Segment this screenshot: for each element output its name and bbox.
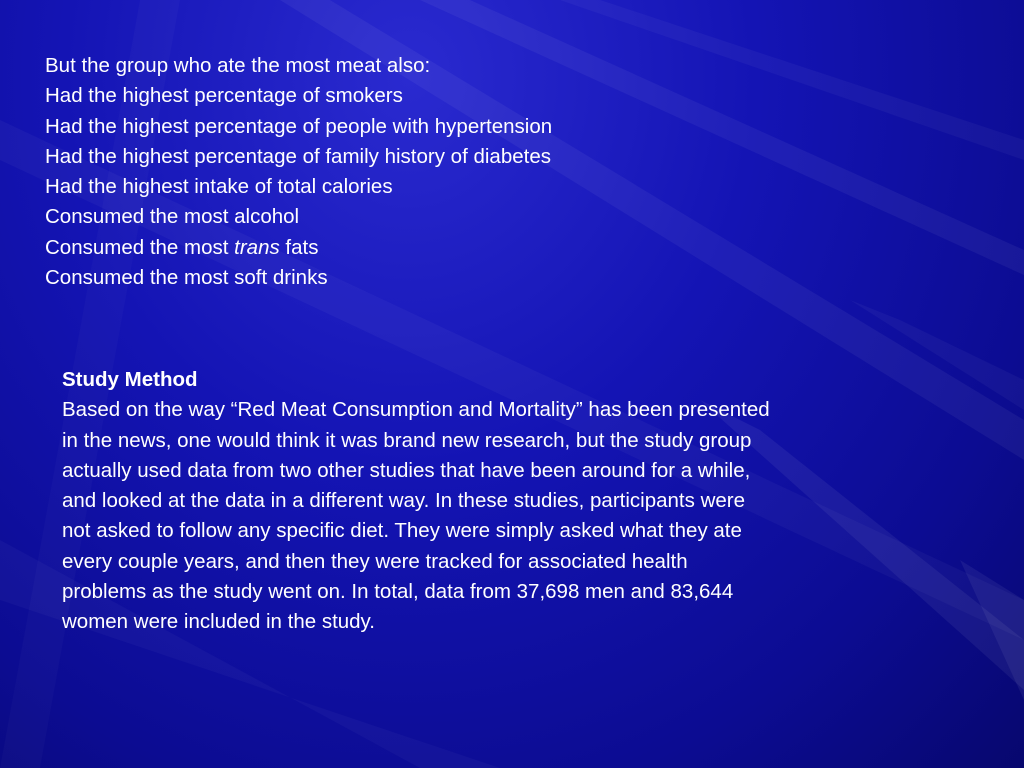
- study-method-line: actually used data from two other studies that have been around for a while,: [62, 458, 751, 482]
- study-method-line: not asked to follow any specific diet. They were simply asked what they ate: [62, 519, 742, 543]
- finding-item: Had the highest percentage of family history of diabetes: [45, 144, 551, 168]
- finding-item: Consumed the most alcohol: [45, 205, 300, 229]
- trans-item-italic: trans: [234, 235, 280, 259]
- findings-list: [45, 51, 745, 293]
- study-method-line: and looked at the data in a different way. In these studies, participants were: [62, 489, 745, 513]
- study-method-line: women were included in the study.: [62, 610, 375, 634]
- study-method-line: Based on the way “Red Meat Consumption and Mortality” has been presented: [62, 398, 770, 422]
- study-method-line: problems as the study went on. In total, data from 37,698 men and 83,644: [62, 580, 734, 604]
- study-method-section: [62, 365, 962, 638]
- findings-intro: But the group who ate the most meat also:: [45, 54, 431, 77]
- trans-item-after: fats: [279, 235, 319, 259]
- finding-item-trans-fats: [45, 233, 745, 263]
- study-method-heading: Study Method: [62, 368, 198, 391]
- study-method-line: every couple years, and then they were tracked for associated health: [62, 549, 688, 573]
- study-method-line: in the news, one would think it was brand new research, but the study group: [62, 428, 752, 452]
- finding-item: Had the highest percentage of people with hypertension: [45, 114, 553, 138]
- finding-item: Had the highest percentage of smokers: [45, 84, 403, 108]
- finding-item: Had the highest intake of total calories: [45, 175, 393, 199]
- finding-item: Consumed the most soft drinks: [45, 266, 328, 290]
- trans-item-before: Consumed the most: [45, 235, 235, 259]
